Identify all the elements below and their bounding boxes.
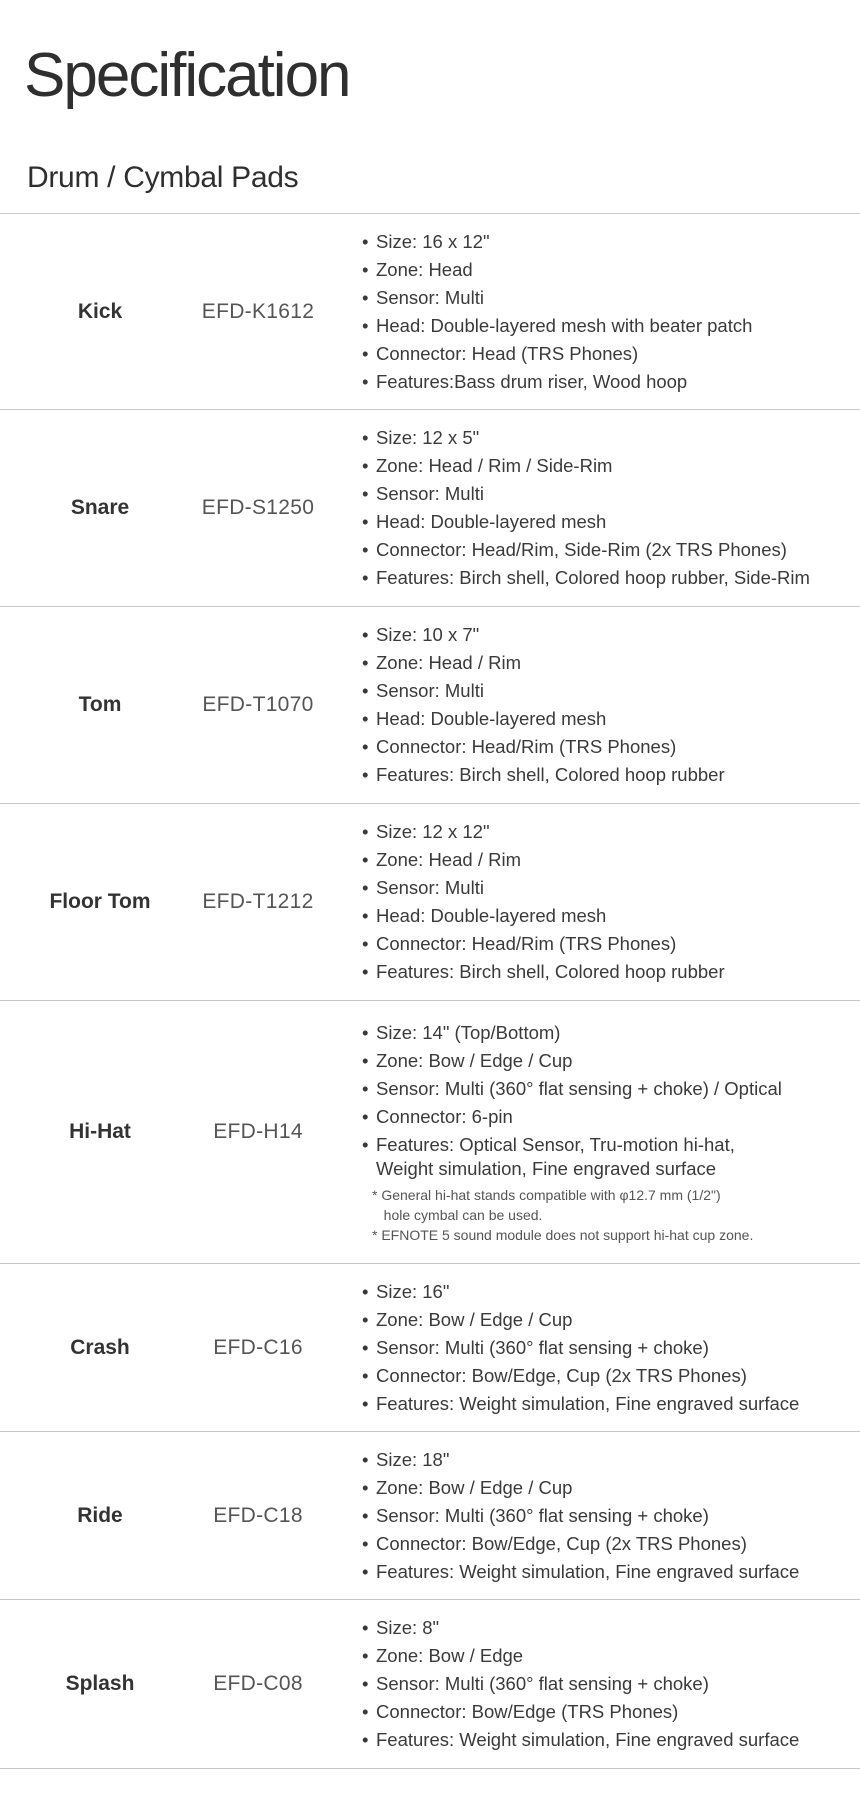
pad-model: EFD-T1070 <box>202 693 314 716</box>
spec-row-kick <box>0 214 860 410</box>
spec-item: • Zone: Head / Rim <box>362 846 850 874</box>
pad-name: Snare <box>70 496 130 519</box>
spec-item: • Features: Weight simulation, Fine engraved surface <box>362 1558 850 1586</box>
spec-item: • Zone: Bow / Edge <box>362 1642 850 1670</box>
spec-list <box>362 621 850 789</box>
spec-list <box>362 1019 850 1181</box>
spec-row-hi-hat <box>0 1001 860 1264</box>
pad-specs <box>362 1264 850 1431</box>
pad-specs <box>362 1432 850 1599</box>
spec-item: • Size: 16" <box>362 1278 850 1306</box>
spec-item: • Features: Weight simulation, Fine engraved surface <box>362 1726 850 1754</box>
pad-specs <box>362 1001 850 1263</box>
spec-item: • Sensor: Multi <box>362 874 850 902</box>
pad-specs <box>362 214 850 409</box>
spec-list <box>362 1278 850 1418</box>
pad-name: Splash <box>65 1672 135 1695</box>
spec-item: • Head: Double-layered mesh <box>362 902 850 930</box>
spec-item: • Head: Double-layered mesh <box>362 508 850 536</box>
spec-item: • Size: 14" (Top/Bottom) <box>362 1019 850 1047</box>
pad-model: EFD-C16 <box>213 1335 303 1359</box>
pad-specs <box>362 804 850 1000</box>
pad-specs <box>362 607 850 803</box>
spec-item: • Features: Birch shell, Colored hoop rubber <box>362 958 850 986</box>
pad-name: Kick <box>77 299 123 323</box>
spec-row-tom <box>0 607 860 804</box>
spec-item: • Zone: Bow / Edge / Cup <box>362 1306 850 1334</box>
spec-item: • Zone: Head / Rim / Side-Rim <box>362 452 850 480</box>
spec-item: • Size: 8" <box>362 1614 850 1642</box>
spec-table <box>0 213 860 1769</box>
spec-row-ride <box>0 1432 860 1600</box>
spec-item: • Size: 18" <box>362 1446 850 1474</box>
pad-name: Floor Tom <box>49 890 151 913</box>
spec-item: • Size: 16 x 12" <box>362 228 850 256</box>
pad-name: Crash <box>70 1335 130 1359</box>
spec-item: • Features: Optical Sensor, Tru-motion hi-hat, Weight simulation, Fine engraved surface <box>362 1133 850 1181</box>
spec-item: • Sensor: Multi (360° flat sensing + choke) <box>362 1502 850 1530</box>
pad-model: EFD-T1212 <box>202 890 314 913</box>
spec-item: • Zone: Head <box>362 256 850 284</box>
footnote: * EFNOTE 5 sound module does not support hi-hat cup zone. <box>372 1227 754 1243</box>
spec-item: • Connector: Bow/Edge, Cup (2x TRS Phones) <box>362 1530 850 1558</box>
spec-item: • Features: Weight simulation, Fine engraved surface <box>362 1390 850 1418</box>
spec-item: • Sensor: Multi <box>362 677 850 705</box>
page-title: Specification <box>24 41 350 110</box>
spec-item: • Connector: Bow/Edge, Cup (2x TRS Phones) <box>362 1362 850 1390</box>
spec-item: • Connector: 6-pin <box>362 1103 850 1131</box>
pad-specs <box>362 1600 850 1768</box>
pad-name: Hi-Hat <box>69 1120 131 1143</box>
footnote: * General hi-hat stands compatible with φ12.7 mm (1/2") hole cymbal can be used. <box>372 1187 721 1223</box>
spec-item: • Head: Double-layered mesh <box>362 705 850 733</box>
spec-row-crash <box>0 1264 860 1432</box>
spec-item: • Connector: Bow/Edge (TRS Phones) <box>362 1698 850 1726</box>
spec-item: • Features:Bass drum riser, Wood hoop <box>362 368 850 396</box>
spec-item: • Sensor: Multi <box>362 480 850 508</box>
spec-item: • Size: 10 x 7" <box>362 621 850 649</box>
spec-list <box>362 1614 850 1754</box>
spec-item: • Sensor: Multi (360° flat sensing + choke) / Optical <box>362 1075 850 1103</box>
spec-list <box>362 818 850 986</box>
note-list <box>372 1185 850 1245</box>
spec-item: • Sensor: Multi <box>362 284 850 312</box>
spec-item: • Zone: Bow / Edge / Cup <box>362 1474 850 1502</box>
spec-item: • Size: 12 x 5" <box>362 424 850 452</box>
pad-name: Ride <box>77 1503 123 1527</box>
spec-item: • Connector: Head (TRS Phones) <box>362 340 850 368</box>
spec-row-floor-tom <box>0 804 860 1001</box>
spec-item: • Features: Birch shell, Colored hoop rubber <box>362 761 850 789</box>
spec-item: • Head: Double-layered mesh with beater patch <box>362 312 850 340</box>
spec-item: • Connector: Head/Rim (TRS Phones) <box>362 733 850 761</box>
spec-item: • Zone: Bow / Edge / Cup <box>362 1047 850 1075</box>
spec-item: • Size: 12 x 12" <box>362 818 850 846</box>
spec-item: • Features: Birch shell, Colored hoop rubber, Side-Rim <box>362 564 850 592</box>
spec-item: • Sensor: Multi (360° flat sensing + choke) <box>362 1334 850 1362</box>
spec-item: • Connector: Head/Rim (TRS Phones) <box>362 930 850 958</box>
pad-model: EFD-K1612 <box>201 299 315 323</box>
spec-item: • Connector: Head/Rim, Side-Rim (2x TRS Phones) <box>362 536 850 564</box>
spec-list <box>362 1446 850 1586</box>
pad-name: Tom <box>78 693 122 716</box>
spec-row-splash <box>0 1600 860 1769</box>
spec-list <box>362 228 850 396</box>
spec-row-snare <box>0 410 860 607</box>
spec-list <box>362 424 850 592</box>
spec-item: • Zone: Head / Rim <box>362 649 850 677</box>
spec-item: • Sensor: Multi (360° flat sensing + choke) <box>362 1670 850 1698</box>
pad-model: EFD-C18 <box>213 1503 303 1527</box>
pad-model: EFD-S1250 <box>201 496 315 519</box>
pad-model: EFD-C08 <box>213 1672 303 1695</box>
pad-specs <box>362 410 850 606</box>
section-title: Drum / Cymbal Pads <box>27 161 299 194</box>
pad-model: EFD-H14 <box>213 1120 303 1143</box>
